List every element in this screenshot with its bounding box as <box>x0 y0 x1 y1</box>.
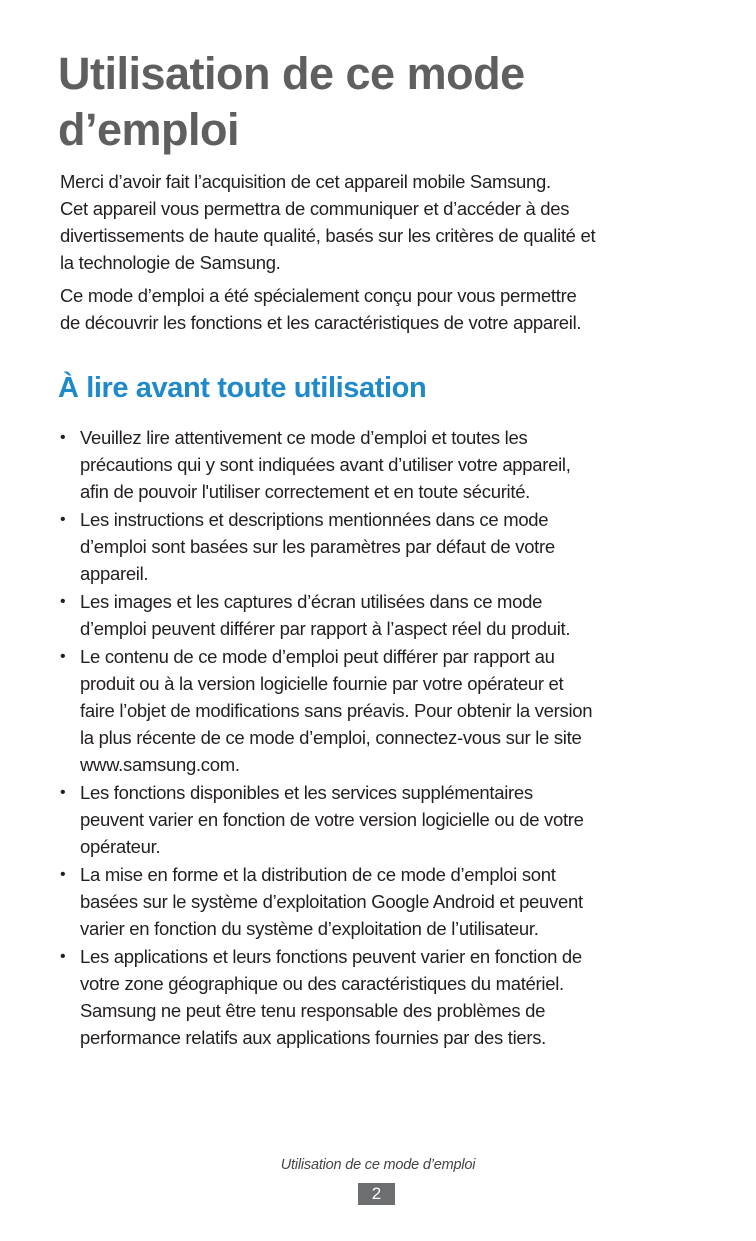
text-line: Les applications et leurs fonctions peuvent varier en fonction de <box>80 946 582 967</box>
text-line: appareil. <box>80 563 149 584</box>
running-footer-title: Utilisation de ce mode d’emploi <box>280 1157 476 1173</box>
bullet-icon: • <box>60 784 66 801</box>
text-line: précautions qui y sont indiquées avant d’utiliser votre appareil, <box>80 454 571 475</box>
text-line: basées sur le système d’exploitation Google Android et peuvent <box>80 891 583 912</box>
text-line: produit ou à la version logicielle fournie par votre opérateur et <box>80 673 564 694</box>
bullet-icon: • <box>60 866 66 883</box>
text-line: Le contenu de ce mode d’emploi peut différer par rapport au <box>80 646 555 667</box>
page-title-line: d’emploi <box>58 104 240 155</box>
bullet-icon: • <box>60 429 66 446</box>
text-line: Ce mode d’emploi a été spécialement conçu pour vous permettre <box>60 285 577 306</box>
bullet-icon: • <box>60 948 66 965</box>
bullet-icon: • <box>60 648 66 665</box>
list-item <box>60 943 720 1051</box>
section-heading: À lire avant toute utilisation <box>58 372 427 404</box>
intro-paragraph <box>60 168 710 276</box>
precautions-list <box>60 424 720 1052</box>
bullet-icon: • <box>60 511 66 528</box>
page-title <box>58 46 718 158</box>
text-line: d’emploi sont basées sur les paramètres par défaut de votre <box>80 536 555 557</box>
text-line: Les fonctions disponibles et les services supplémentaires <box>80 782 533 803</box>
text-line: faire l’objet de modifications sans préavis. Pour obtenir la version <box>80 700 593 721</box>
list-item <box>60 861 720 942</box>
text-line: votre zone géographique ou des caractéristiques du matériel. <box>80 973 564 994</box>
intro-section <box>60 168 710 342</box>
list-item <box>60 424 720 505</box>
text-line: varier en fonction du système d’exploitation de l’utilisateur. <box>80 918 539 939</box>
text-line: Veuillez lire attentivement ce mode d’emploi et toutes les <box>80 427 528 448</box>
page-title-line: Utilisation de ce mode <box>58 48 525 99</box>
text-line: Cet appareil vous permettra de communiquer et d’accéder à des <box>60 198 570 219</box>
list-item <box>60 779 720 860</box>
text-line: afin de pouvoir l'utiliser correctement et en toute sécurité. <box>80 481 531 502</box>
text-line: peuvent varier en fonction de votre version logicielle ou de votre <box>80 809 584 830</box>
intro-paragraph <box>60 282 710 336</box>
list-item <box>60 506 720 587</box>
text-line: www.samsung.com. <box>80 754 240 775</box>
text-line: Les images et les captures d’écran utilisées dans ce mode <box>80 591 543 612</box>
text-line: divertissements de haute qualité, basés sur les critères de qualité et <box>60 225 596 246</box>
text-line: opérateur. <box>80 836 161 857</box>
list-item <box>60 643 720 778</box>
text-line: de découvrir les fonctions et les caractéristiques de votre appareil. <box>60 312 582 333</box>
page-number-badge: 2 <box>358 1183 395 1205</box>
text-line: Merci d’avoir fait l’acquisition de cet appareil mobile Samsung. <box>60 171 551 192</box>
text-line: la technologie de Samsung. <box>60 252 281 273</box>
list-item <box>60 588 720 642</box>
bullet-icon: • <box>60 593 66 610</box>
text-line: Les instructions et descriptions mentionnées dans ce mode <box>80 509 549 530</box>
text-line: performance relatifs aux applications fournies par des tiers. <box>80 1027 547 1048</box>
text-line: Samsung ne peut être tenu responsable des problèmes de <box>80 1000 546 1021</box>
text-line: la plus récente de ce mode d’emploi, connectez-vous sur le site <box>80 727 582 748</box>
text-line: d’emploi peuvent différer par rapport à l’aspect réel du produit. <box>80 618 571 639</box>
text-line: La mise en forme et la distribution de ce mode d’emploi sont <box>80 864 556 885</box>
